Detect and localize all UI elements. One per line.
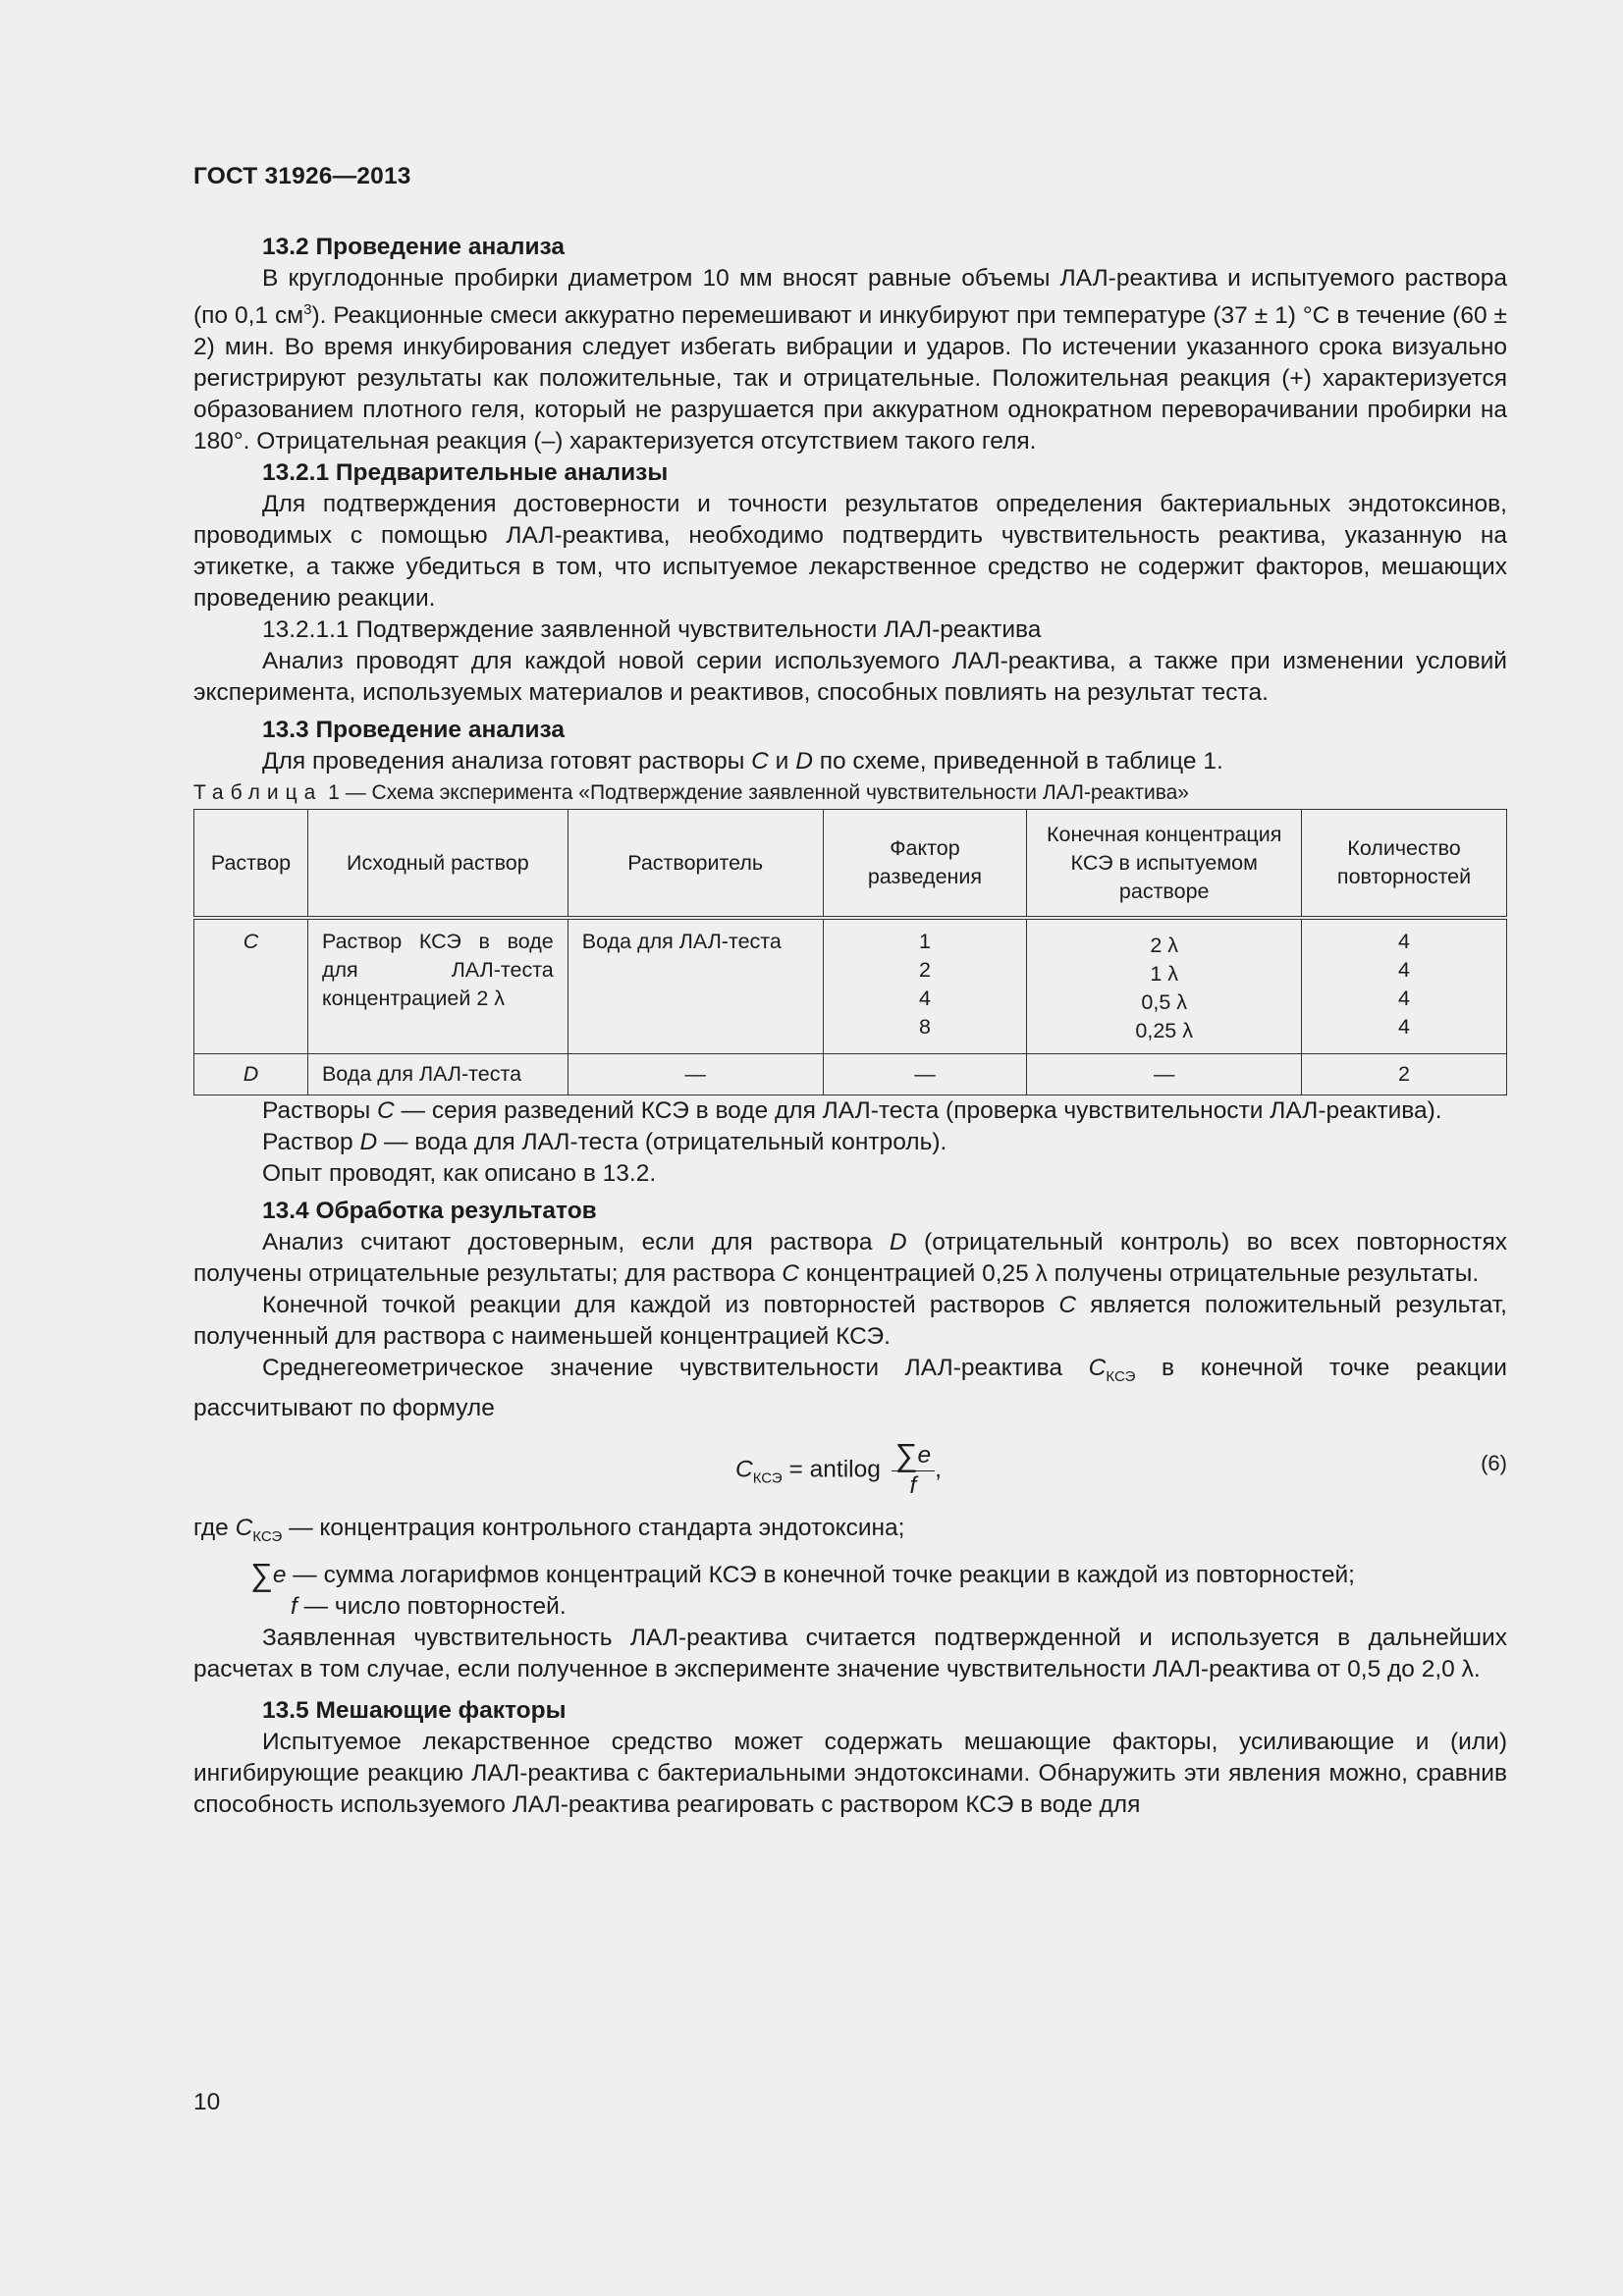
table-cell: 2 λ 1 λ 0,5 λ 0,25 λ xyxy=(1027,918,1302,1054)
formula-legend: ∑e — сумма логарифмов концентраций КСЭ в конечной точке реакции в каждой из повторностей; xyxy=(250,1556,1355,1592)
column-header: Количество повторностей xyxy=(1302,810,1507,919)
table-cell: — xyxy=(823,1054,1027,1095)
table-cell: 4 4 4 4 xyxy=(1302,918,1507,1054)
formula-6 xyxy=(193,1428,1507,1513)
formula-legend: f — число повторностей. xyxy=(291,1592,567,1620)
column-header: Исходный раствор xyxy=(307,810,568,919)
formula-legend: где $C_{КСЭ}$ — концентрация контрольного стандарта эндотоксина; xyxy=(193,1515,905,1545)
formula-expression: $C_{КСЭ}$ = antilog $\frac{\sum e}{f}$ , xyxy=(735,1437,942,1500)
paragraph: Заявленная чувствительность ЛАЛ-реактива считается подтвержденной и используется в дальнейших расчетах в том случае, если полученное в эксперименте значение чувствительности ЛАЛ-реактива от 0,5 до 2,0 λ. xyxy=(193,1624,1507,1682)
paragraph: В круглодонные пробирки диаметром 10 мм вносят равные объемы ЛАЛ-реактива и испытуемого раствора (по 0,1 $см^3$). Реакционные смеси аккуратно перемешивают и инкубируют при температуре (37 ± 1) °С в течение (60 ± 2) мин. Во время инкубирования следует избегать вибрации и ударов. По истечении указанного срока визуально регистрируют результаты как положительные, так и отрицательные. Положительная реакция (+) характеризуется образованием плотного геля, который не разрушается при аккуратном однократном переворачивании пробирки на 180°. Отрицательная реакция (–) характеризуется отсутствием такого геля. xyxy=(193,265,1507,455)
paragraph: Раствор D — вода для ЛАЛ-теста (отрицательный контроль). xyxy=(262,1129,947,1156)
paragraph: Конечной точкой реакции для каждой из повторностей растворов C является положительный результат, полученный для раствора с наименьшей концентрацией КСЭ. xyxy=(193,1292,1507,1351)
table-cell: 2 xyxy=(1302,1054,1507,1095)
column-header: Растворитель xyxy=(568,810,823,919)
document-id: ГОСТ 31926—2013 xyxy=(193,163,411,189)
experiment-table xyxy=(193,809,1507,1095)
table-row xyxy=(194,918,1507,1054)
page-number: 10 xyxy=(193,2089,221,2115)
document-body xyxy=(193,232,1507,1821)
table-header-row xyxy=(194,810,1507,919)
column-header: Раствор xyxy=(194,810,308,919)
table-row xyxy=(194,1054,1507,1095)
column-header: Конечная концентрация КСЭ в испытуемом растворе xyxy=(1027,810,1302,919)
document-page xyxy=(193,0,1507,2296)
table-cell: C xyxy=(194,918,308,1054)
equation-number: (6) xyxy=(1481,1451,1507,1476)
paragraph: Анализ считают достоверным, если для раствора D (отрицательный контроль) во всех повторностях получены отрицательные результаты; для раствора C концентрацией 0,25 λ получены отрицательные результаты. xyxy=(193,1229,1507,1288)
section-heading-13-2-1: 13.2.1 Предварительные анализы xyxy=(262,459,669,487)
paragraph: Испытуемое лекарственное средство может содержать мешающие факторы, усиливающие и (или) ингибирующие реакцию ЛАЛ-реактива с бактериальными эндотоксинами. Обнаружить эти явления можно, сравнив способность используемого ЛАЛ-реактива реагировать с раствором КСЭ в воде для xyxy=(193,1728,1507,1818)
table-cell: — xyxy=(1027,1054,1302,1095)
paragraph: Растворы C — серия разведений КСЭ в воде для ЛАЛ-теста (проверка чувствительности ЛАЛ-реактива). xyxy=(262,1097,1442,1125)
table-caption: Таблица 1 — Схема эксперимента «Подтверждение заявленной чувствительности ЛАЛ-реактива» xyxy=(193,781,1189,805)
paragraph: Для проведения анализа готовят растворы C и D по схеме, приведенной в таблице 1. xyxy=(262,748,1223,775)
table-cell: D xyxy=(194,1054,308,1095)
paragraph: Опыт проводят, как описано в 13.2. xyxy=(262,1160,657,1188)
table-cell: Вода для ЛАЛ-теста xyxy=(307,1054,568,1095)
paragraph: Среднегеометрическое значение чувствительности ЛАЛ-реактива $C_{КСЭ}$ в конечной точке реакции рассчитывают по формуле xyxy=(193,1355,1507,1422)
section-heading-13-4: 13.4 Обработка результатов xyxy=(262,1198,597,1225)
table-cell: Раствор КСЭ в воде для ЛАЛ-теста концентрацией 2 λ xyxy=(307,918,568,1054)
fraction: $\frac{\sum e}{f}$ xyxy=(892,1440,935,1501)
column-header: Фактор разведения xyxy=(823,810,1027,919)
paragraph: Анализ проводят для каждой новой серии используемого ЛАЛ-реактива, а также при изменении условий эксперимента, используемых материалов и реактивов, способных повлиять на результат теста. xyxy=(193,648,1507,707)
section-heading-13-2-1-1: 13.2.1.1 Подтверждение заявленной чувствительности ЛАЛ-реактива xyxy=(262,616,1042,644)
section-heading-13-2: 13.2 Проведение анализа xyxy=(262,234,566,260)
table-cell: Вода для ЛАЛ-теста xyxy=(568,918,823,1054)
section-heading-13-3: 13.3 Проведение анализа xyxy=(262,717,566,744)
table-cell: — xyxy=(568,1054,823,1095)
table-cell: 1 2 4 8 xyxy=(823,918,1027,1054)
section-heading-13-5: 13.5 Мешающие факторы xyxy=(262,1696,567,1724)
paragraph: Для подтверждения достоверности и точности результатов определения бактериальных эндотоксинов, проводимых с помощью ЛАЛ-реактива, необходимо подтвердить чувствительность реактива, указанную на этикетке, а также убедиться в том, что испытуемое лекарственное средство не содержит факторов, мешающих проведению реакции. xyxy=(193,491,1507,613)
